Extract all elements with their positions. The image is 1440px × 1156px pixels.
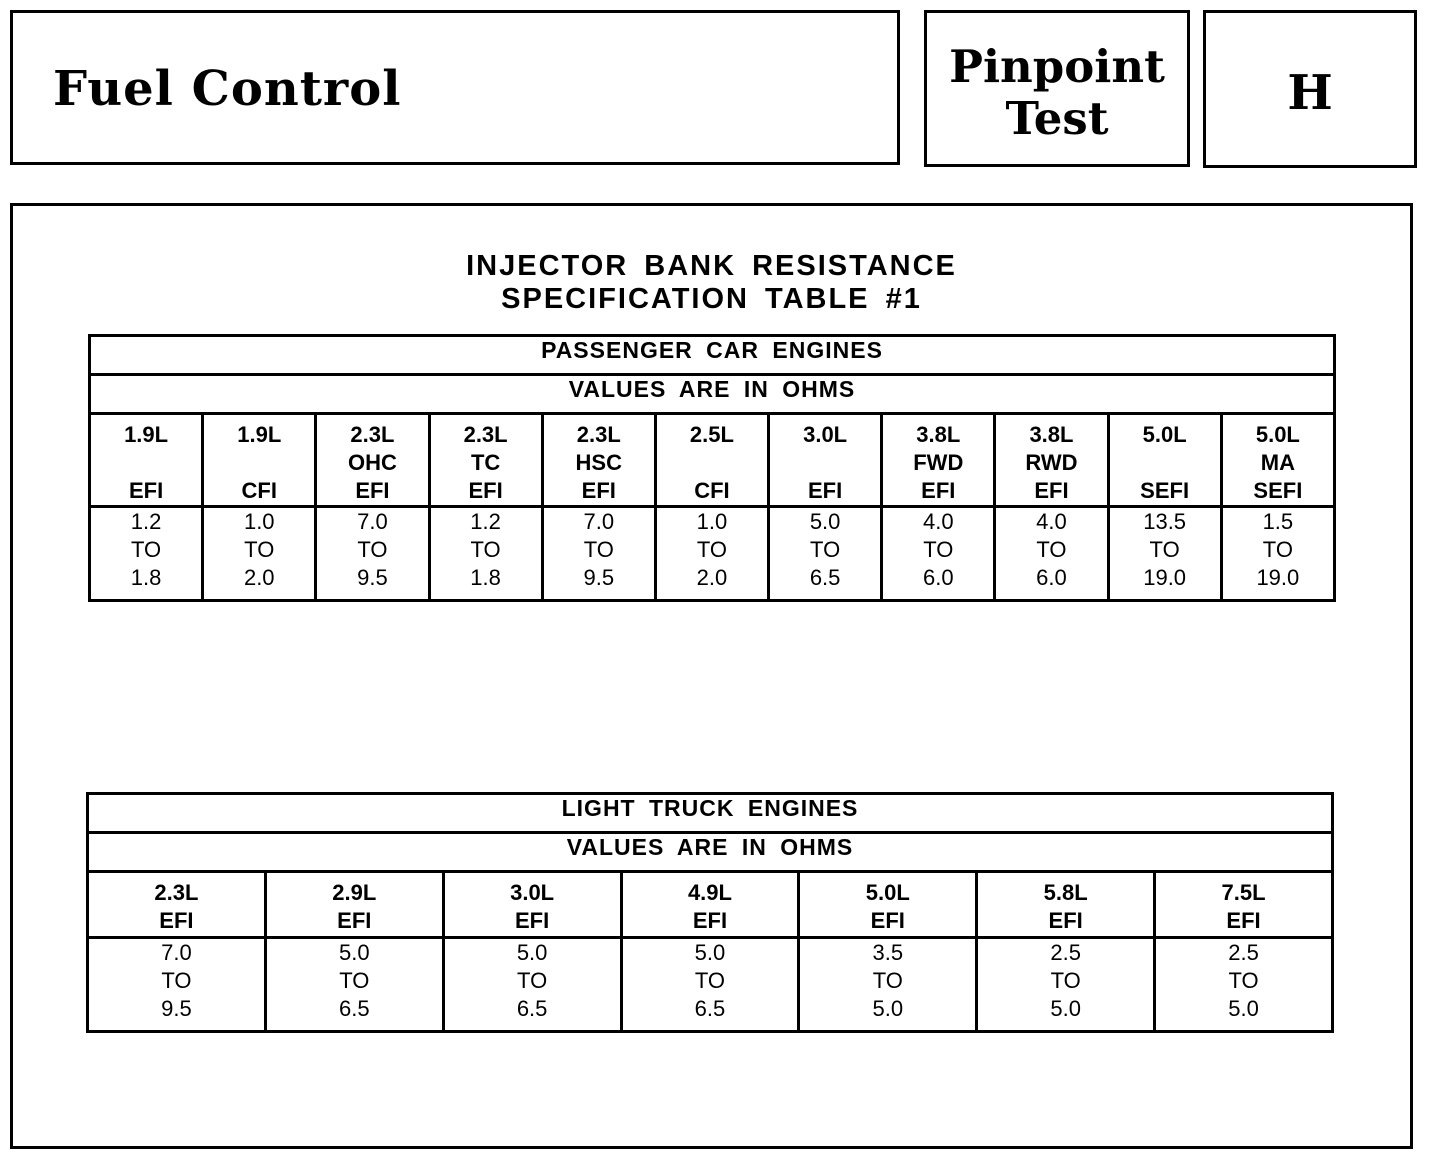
engine-label-line	[204, 449, 314, 477]
resistance-min: 4.0	[922, 509, 954, 534]
resistance-to: TO	[244, 537, 275, 562]
engine-label-line: 4.9L	[687, 880, 732, 905]
engine-label-line: RWD	[1025, 450, 1078, 475]
engine-label-line: EFI	[921, 478, 956, 503]
engine-label-line: 5.0L	[865, 880, 910, 905]
passenger-resistance-cell	[90, 507, 203, 601]
resistance-max: 6.0	[1036, 565, 1067, 590]
resistance-to: TO	[517, 968, 548, 993]
resistance-min: 5.0	[809, 509, 841, 534]
engine-label-line: 3.8L	[1029, 422, 1074, 447]
resistance-min: 2.5	[1050, 940, 1081, 965]
resistance-max: 2.0	[696, 565, 728, 590]
engine-label-line	[1110, 449, 1220, 477]
resistance-min: 2.5	[1228, 940, 1259, 965]
passenger-engine-cell	[203, 414, 316, 507]
engine-label-line: EFI	[692, 908, 728, 933]
passenger-resistance-cell	[882, 507, 995, 601]
engine-label-line: 2.3L	[350, 422, 395, 447]
resistance-min: 1.5	[1262, 509, 1294, 534]
engine-label-line: EFI	[159, 908, 194, 933]
passenger-engine-cell	[542, 414, 655, 507]
resistance-min: 13.5	[1143, 509, 1187, 534]
truck-engine-cell	[621, 872, 799, 938]
passenger-car-heading: PASSENGER CAR ENGINES	[90, 336, 1335, 375]
engine-label-line: 3.8L	[916, 422, 961, 447]
spec-title-line-2: SPECIFICATION TABLE #1	[501, 283, 922, 315]
resistance-min: 7.0	[357, 509, 388, 534]
passenger-resistance-cell	[316, 507, 429, 601]
passenger-car-table	[88, 334, 1336, 602]
engine-label-line: 7.5L	[1221, 880, 1266, 905]
engine-label-line: CFI	[241, 478, 277, 503]
engine-label-line: 5.8L	[1043, 880, 1088, 905]
resistance-to: TO	[1228, 968, 1259, 993]
passenger-engine-cell	[1108, 414, 1221, 507]
engine-label-line: EFI	[808, 478, 843, 503]
resistance-max: 6.5	[516, 996, 548, 1021]
resistance-min: 7.0	[161, 940, 192, 965]
engine-label-line: FWD	[913, 450, 964, 475]
resistance-to: TO	[923, 537, 954, 562]
resistance-max: 19.0	[1143, 565, 1187, 590]
light-truck-heading: LIGHT TRUCK ENGINES	[88, 794, 1333, 833]
resistance-max: 6.0	[922, 565, 954, 590]
passenger-value-row	[90, 507, 1335, 601]
pinpoint-test-box	[924, 10, 1190, 167]
engine-label-line: SEFI	[1140, 478, 1190, 503]
spec-table-title	[13, 250, 1410, 316]
engine-label-line: EFI	[1034, 478, 1069, 503]
truck-engine-cell	[1155, 872, 1333, 938]
passenger-engine-cell	[429, 414, 542, 507]
resistance-min: 1.0	[696, 509, 728, 534]
passenger-resistance-cell	[203, 507, 316, 601]
resistance-to: TO	[1036, 537, 1067, 562]
engine-label-line: HSC	[575, 450, 622, 475]
engine-label-line: EFI	[514, 908, 550, 933]
resistance-to: TO	[872, 968, 903, 993]
resistance-max: 9.5	[161, 996, 192, 1021]
passenger-engine-cell	[882, 414, 995, 507]
passenger-engine-cell	[769, 414, 882, 507]
truck-resistance-cell	[88, 938, 266, 1032]
resistance-min: 1.2	[130, 509, 162, 534]
resistance-min: 4.0	[1036, 509, 1067, 534]
engine-label-line: 3.0L	[510, 880, 555, 905]
resistance-max: 2.0	[243, 565, 275, 590]
resistance-max: 19.0	[1256, 565, 1300, 590]
resistance-min: 3.5	[872, 940, 904, 965]
engine-label-line: EFI	[870, 908, 905, 933]
engine-label-line: EFI	[1048, 908, 1083, 933]
light-truck-units: VALUES ARE IN OHMS	[88, 833, 1333, 872]
resistance-to: TO	[339, 968, 370, 993]
passenger-resistance-cell	[1108, 507, 1221, 601]
engine-label-line: 2.5L	[689, 422, 734, 447]
resistance-to: TO	[1149, 537, 1180, 562]
resistance-max: 5.0	[1050, 996, 1081, 1021]
engine-label-line: OHC	[347, 450, 397, 475]
resistance-max: 9.5	[583, 565, 615, 590]
spec-title-line-1: INJECTOR BANK RESISTANCE	[466, 250, 957, 282]
resistance-min: 1.0	[243, 509, 275, 534]
engine-label-line	[91, 449, 201, 477]
engine-label-line: EFI	[128, 478, 164, 503]
passenger-engine-cell	[316, 414, 429, 507]
resistance-to: TO	[1262, 537, 1293, 562]
passenger-engine-cell	[655, 414, 768, 507]
engine-label-line: 1.9L	[124, 422, 169, 447]
truck-resistance-cell	[799, 938, 977, 1032]
engine-label-line: 1.9L	[237, 422, 282, 447]
engine-label-line: EFI	[581, 478, 616, 503]
passenger-resistance-cell	[655, 507, 768, 601]
resistance-to: TO	[357, 537, 388, 562]
engine-label-line	[657, 449, 767, 477]
resistance-min: 5.0	[338, 940, 370, 965]
truck-engine-cell	[799, 872, 977, 938]
engine-label-line: 5.0L	[1255, 422, 1300, 447]
engine-label-line: 2.3L	[154, 880, 199, 905]
pinpoint-line-2: Test	[1005, 92, 1109, 145]
section-letter: H	[1287, 65, 1333, 121]
engine-label-line: EFI	[468, 478, 503, 503]
pinpoint-test-label	[927, 41, 1187, 145]
engine-label-line: EFI	[337, 908, 372, 933]
resistance-min: 5.0	[694, 940, 726, 965]
resistance-max: 1.8	[470, 565, 501, 590]
pinpoint-line-1: Pinpoint	[949, 40, 1165, 93]
truck-engine-cell	[977, 872, 1155, 938]
truck-resistance-cell	[265, 938, 443, 1032]
passenger-resistance-cell	[542, 507, 655, 601]
engine-label-line: 2.9L	[332, 880, 377, 905]
truck-resistance-cell	[443, 938, 621, 1032]
section-letter-box	[1203, 10, 1417, 168]
resistance-max: 6.5	[809, 565, 841, 590]
engine-label-line: EFI	[1226, 908, 1261, 933]
resistance-to: TO	[1050, 968, 1081, 993]
resistance-to: TO	[696, 537, 728, 562]
engine-label-line: 2.3L	[576, 422, 621, 447]
resistance-max: 5.0	[1228, 996, 1259, 1021]
engine-label-line: TC	[470, 450, 501, 475]
passenger-car-units: VALUES ARE IN OHMS	[90, 375, 1335, 414]
passenger-resistance-cell	[1221, 507, 1334, 601]
passenger-engine-cell	[1221, 414, 1334, 507]
passenger-resistance-cell	[995, 507, 1108, 601]
page-title: Fuel Control	[53, 61, 402, 117]
passenger-resistance-cell	[429, 507, 542, 601]
resistance-max: 6.5	[694, 996, 726, 1021]
truck-engine-cell	[88, 872, 266, 938]
resistance-min: 1.2	[470, 509, 501, 534]
resistance-max: 1.8	[130, 565, 162, 590]
passenger-engine-cell	[90, 414, 203, 507]
resistance-to: TO	[131, 537, 162, 562]
truck-resistance-cell	[977, 938, 1155, 1032]
passenger-engine-cell	[995, 414, 1108, 507]
resistance-to: TO	[694, 968, 726, 993]
resistance-min: 7.0	[583, 509, 615, 534]
truck-resistance-cell	[1155, 938, 1333, 1032]
truck-engine-cell	[443, 872, 621, 938]
passenger-engine-row	[90, 414, 1335, 507]
engine-label-line: 2.3L	[463, 422, 508, 447]
spec-panel	[10, 203, 1413, 1149]
resistance-to: TO	[161, 968, 192, 993]
engine-label-line: 3.0L	[803, 422, 848, 447]
resistance-min: 5.0	[516, 940, 548, 965]
resistance-max: 5.0	[872, 996, 904, 1021]
engine-label-line: 5.0L	[1142, 422, 1187, 447]
resistance-max: 9.5	[357, 565, 388, 590]
header-title-box	[10, 10, 900, 165]
engine-label-line: EFI	[355, 478, 390, 503]
truck-resistance-cell	[621, 938, 799, 1032]
resistance-to: TO	[470, 537, 501, 562]
truck-engine-cell	[265, 872, 443, 938]
engine-label-line	[770, 449, 880, 477]
engine-label-line: CFI	[694, 478, 730, 503]
resistance-max: 6.5	[338, 996, 370, 1021]
engine-label-line: SEFI	[1253, 478, 1303, 503]
engine-label-line: MA	[1260, 450, 1295, 475]
light-truck-table	[86, 792, 1334, 1033]
truck-engine-row	[88, 872, 1333, 938]
resistance-to: TO	[583, 537, 614, 562]
resistance-to: TO	[810, 537, 841, 562]
passenger-resistance-cell	[769, 507, 882, 601]
truck-value-row	[88, 938, 1333, 1032]
